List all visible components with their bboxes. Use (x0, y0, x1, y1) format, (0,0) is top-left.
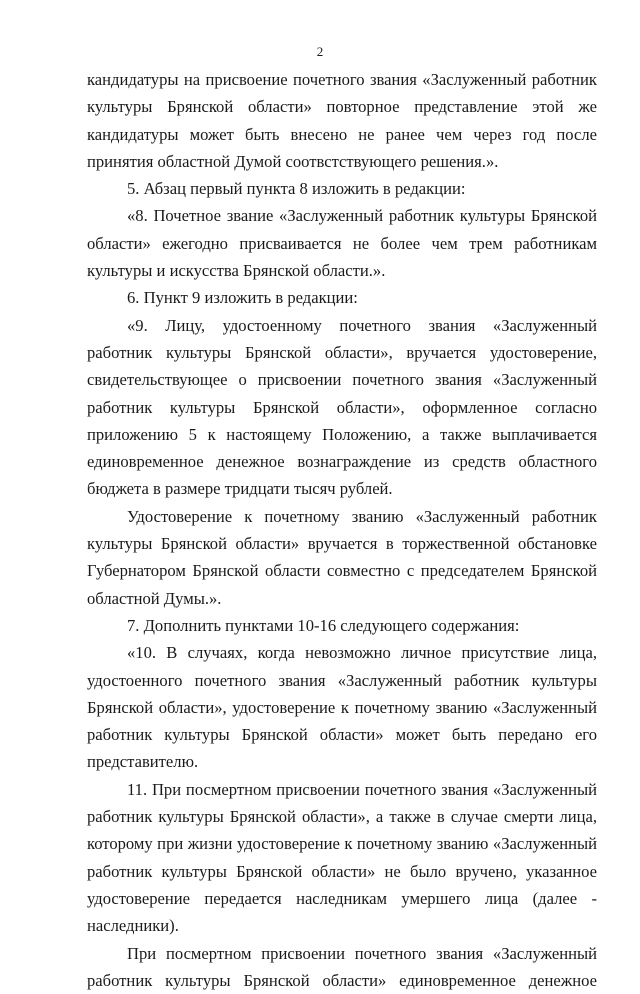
paragraph-4: 6. Пункт 9 изложить в редакции: (87, 284, 597, 311)
paragraph-5: «9. Лицу, удостоенному почетного звания «Заслуженный работник культуры Брянской области», вручается удостоверение, свидетельствующее о присвоении почетного звания «Заслуженный работник культуры Брянской области», оформленное согласно приложению 5 к настоящему Положению, а также выплачивается единовременное денежное вознаграждение из средств областного бюджета в размере тридцати тысяч рублей. (87, 312, 597, 503)
paragraph-3: «8. Почетное звание «Заслуженный работник культуры Брянской области» ежегодно присваивается не более чем трем работникам культуры и искусства Брянской области.». (87, 202, 597, 284)
paragraph-7: 7. Дополнить пунктами 10-16 следующего содержания: (87, 612, 597, 639)
paragraph-8: «10. В случаях, когда невозможно личное присутствие лица, удостоенного почетного звания «Заслуженный работник культуры Брянской области», удостоверение к почетному званию «Заслуженный работник культуры Брянской области» может быть передано его представителю. (87, 639, 597, 775)
paragraph-10: При посмертном присвоении почетного звания «Заслуженный работник культуры Брянской области» единовременное денежное (87, 940, 597, 994)
paragraph-1: кандидатуры на присвоение почетного звания «Заслуженный работник культуры Брянской области» повторное представление этой же кандидатуры может быть внесено не ранее чем через год после принятия областной Думой соотвстствующего решения.». (87, 66, 597, 175)
paragraph-6: Удостоверение к почетному званию «Заслуженный работник культуры Брянской области» вручается в торжественной обстановке Губернатором Брянской области совместно с председателем Брянской областной Думы.». (87, 503, 597, 612)
paragraph-9: 11. При посмертном присвоении почетного звания «Заслуженный работник культуры Брянской области», а также в случае смерти лица, которому при жизни удостоверение к почетному званию «Заслуженный работник культуры Брянской области» не было вручено, указанное удостоверение передается наследникам умершего лица (далее - наследники). (87, 776, 597, 940)
paragraph-2: 5. Абзац первый пункта 8 изложить в редакции: (87, 175, 597, 202)
page-number: 2 (0, 44, 640, 60)
document-body (87, 66, 597, 994)
